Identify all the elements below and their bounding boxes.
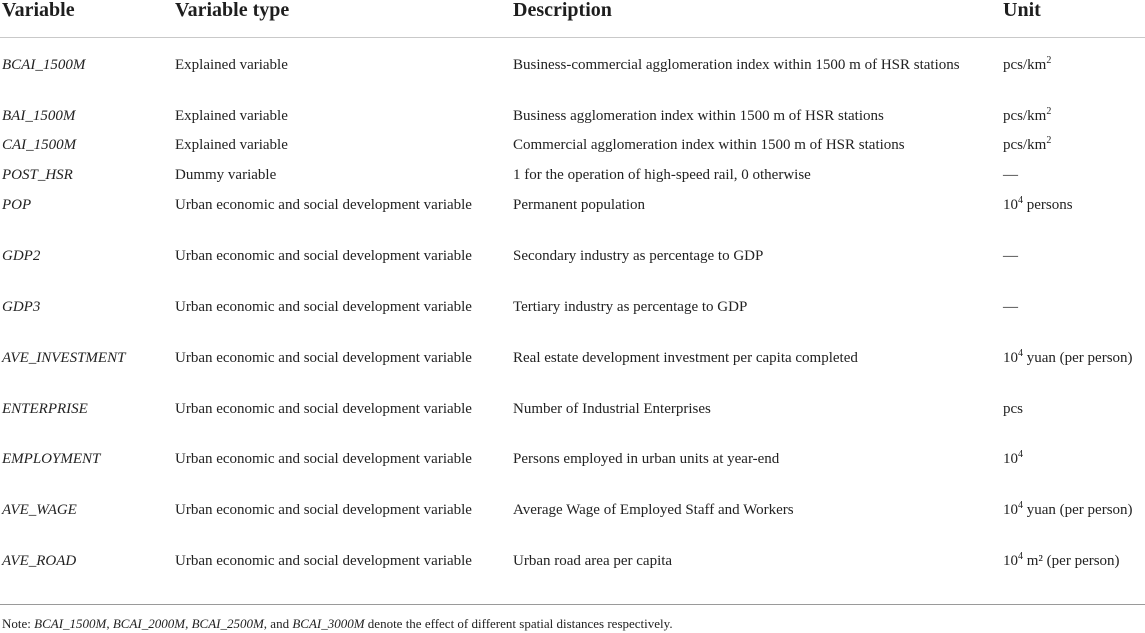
- unit-rest: m² (per person): [1023, 553, 1120, 569]
- cell-description: Commercial agglomeration index within 1500 m of HSR stations: [513, 137, 905, 153]
- cell-variable: ENTERPRISE: [2, 401, 88, 417]
- note-var-4: BCAI_3000M: [292, 616, 365, 631]
- cell-variable-type: Urban economic and social development variable: [175, 451, 472, 467]
- unit-base: pcs/km: [1003, 108, 1047, 124]
- cell-unit: [1003, 55, 1145, 76]
- note-sep-2: ,: [185, 616, 192, 631]
- cell-variable-type: Urban economic and social development variable: [175, 553, 472, 569]
- unit-rest: persons: [1023, 197, 1073, 213]
- cell-variable: BCAI_1500M: [2, 57, 86, 73]
- cell-unit: [1003, 106, 1145, 127]
- header-variable-type: Variable type: [175, 0, 290, 21]
- unit-base: 10: [1003, 451, 1018, 467]
- unit-superscript: 2: [1046, 135, 1052, 146]
- unit-base: —: [1003, 167, 1018, 183]
- unit-superscript: 4: [1018, 195, 1023, 206]
- cell-variable-type: Explained variable: [175, 57, 288, 73]
- note-var-1: BCAI_1500M: [34, 616, 107, 631]
- unit-superscript: 2: [1046, 106, 1052, 117]
- unit-base: 10: [1003, 350, 1018, 366]
- unit-base: pcs/km: [1003, 137, 1047, 153]
- cell-variable: AVE_INVESTMENT: [2, 350, 126, 366]
- unit-superscript: 4: [1018, 348, 1023, 359]
- unit-superscript: 4: [1018, 551, 1023, 562]
- header-description: Description: [513, 0, 612, 21]
- unit-base: 10: [1003, 553, 1018, 569]
- cell-unit: [1003, 165, 1145, 186]
- cell-description: Persons employed in urban units at year-end: [513, 451, 780, 467]
- header-unit: Unit: [1003, 0, 1041, 21]
- note-suffix: denote the effect of different spatial distances respectively.: [364, 616, 673, 631]
- cell-variable-type: Urban economic and social development variable: [175, 401, 472, 417]
- unit-superscript: 4: [1018, 500, 1023, 511]
- cell-description: 1 for the operation of high-speed rail, 0 otherwise: [513, 167, 811, 183]
- cell-variable: GDP2: [2, 248, 41, 264]
- cell-unit: [1003, 195, 1145, 216]
- cell-description: Business agglomeration index within 1500 m of HSR stations: [513, 108, 884, 124]
- unit-rest: yuan (per person): [1023, 502, 1133, 518]
- cell-variable: EMPLOYMENT: [2, 451, 101, 467]
- cell-variable: POP: [2, 197, 32, 213]
- cell-variable: CAI_1500M: [2, 137, 77, 153]
- note-sep-3: , and: [263, 616, 293, 631]
- cell-unit: [1003, 297, 1145, 318]
- note-var-3: BCAI_2500M: [191, 616, 264, 631]
- unit-base: —: [1003, 299, 1018, 315]
- cell-description: Tertiary industry as percentage to GDP: [513, 299, 748, 315]
- unit-rest: yuan (per person): [1023, 350, 1133, 366]
- unit-superscript: 2: [1046, 55, 1052, 66]
- header-variable: Variable: [2, 0, 75, 21]
- unit-base: 10: [1003, 197, 1018, 213]
- cell-unit: [1003, 348, 1145, 369]
- note-var-2: BCAI_2000M: [112, 616, 186, 631]
- cell-unit: [1003, 246, 1145, 267]
- unit-base: pcs: [1003, 401, 1023, 417]
- cell-variable: POST_HSR: [2, 167, 73, 183]
- cell-description: Number of Industrial Enterprises: [513, 401, 711, 417]
- cell-variable-type: Explained variable: [175, 108, 288, 124]
- note-prefix: Note:: [2, 616, 35, 631]
- unit-base: pcs/km: [1003, 57, 1047, 73]
- cell-variable: AVE_WAGE: [2, 502, 77, 518]
- cell-variable: GDP3: [2, 299, 41, 315]
- cell-variable-type: Urban economic and social development variable: [175, 248, 472, 264]
- cell-variable-type: Urban economic and social development variable: [175, 197, 472, 213]
- cell-unit: [1003, 449, 1145, 470]
- cell-unit: [1003, 551, 1145, 572]
- cell-description: Real estate development investment per capita completed: [513, 350, 858, 366]
- table-header: [0, 0, 1145, 38]
- cell-variable-type: Urban economic and social development variable: [175, 502, 472, 518]
- cell-description: Permanent population: [513, 197, 646, 213]
- cell-description: Average Wage of Employed Staff and Workers: [513, 502, 794, 518]
- cell-unit: [1003, 135, 1145, 156]
- cell-variable: AVE_ROAD: [2, 553, 77, 569]
- cell-unit: [1003, 399, 1145, 420]
- cell-description: Secondary industry as percentage to GDP: [513, 248, 764, 264]
- cell-unit: [1003, 500, 1145, 521]
- table-bottom-rule: [0, 604, 1145, 605]
- cell-variable: BAI_1500M: [2, 108, 76, 124]
- cell-variable-type: Urban economic and social development variable: [175, 299, 472, 315]
- unit-superscript: 4: [1018, 449, 1023, 460]
- note-sep-1: ,: [106, 616, 113, 631]
- cell-description: Business-commercial agglomeration index within 1500 m of HSR stations: [513, 57, 960, 73]
- unit-base: —: [1003, 248, 1018, 264]
- cell-variable-type: Dummy variable: [175, 167, 277, 183]
- unit-base: 10: [1003, 502, 1018, 518]
- table-note: [2, 616, 673, 632]
- cell-variable-type: Urban economic and social development variable: [175, 350, 472, 366]
- cell-description: Urban road area per capita: [513, 553, 673, 569]
- cell-variable-type: Explained variable: [175, 137, 288, 153]
